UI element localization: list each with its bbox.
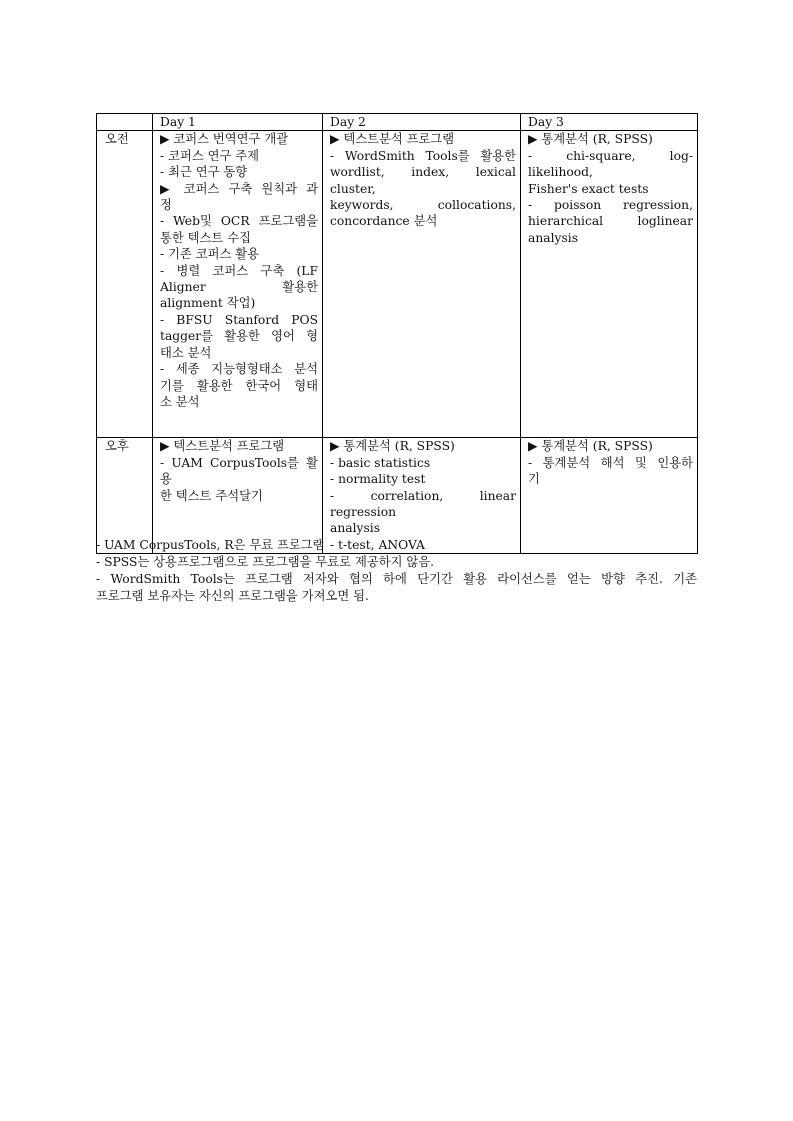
period-cell-afternoon: 오후 — [97, 438, 153, 554]
cell-line: - Web및 OCR 프로그램을 — [160, 214, 318, 229]
cell-morning-day2 — [323, 131, 521, 438]
header-cell-day3: Day 3 — [521, 114, 698, 131]
cell-line: ▶ 코퍼스 구축 원칙과 과 — [160, 181, 318, 196]
cell-line: Fisher's exact tests — [528, 181, 649, 196]
cell-line: ▶ 통계분석 (R, SPSS) — [528, 439, 653, 454]
cell-line: 소 분석 — [160, 394, 200, 409]
cell-line: ▶ 텍스트분석 프로그램 — [330, 132, 455, 147]
table-row-morning — [97, 131, 698, 438]
note-bring-own-program: 프로그램 보유자는 자신의 프로그램을 가져오면 됨. — [96, 589, 369, 603]
cell-line: 한 텍스트 주석달기 — [160, 488, 263, 503]
cell-line: 태소 분석 — [160, 345, 212, 360]
cell-line: - 최근 연구 동향 — [160, 165, 248, 180]
cell-line: - basic statistics — [330, 455, 431, 470]
cell-line: - UAM CorpusTools를 활용 — [160, 455, 318, 487]
notes-section — [96, 537, 697, 605]
cell-line: ▶ 통계분석 (R, SPSS) — [330, 439, 455, 454]
table-header-row — [97, 114, 698, 131]
note-free-programs: - UAM CorpusTools, R은 무료 프로그램 — [96, 538, 325, 552]
cell-line: - t-test, ANOVA — [330, 537, 425, 552]
cell-line: - 병렬 코퍼스 구축 (LF — [160, 263, 318, 278]
cell-line: - correlation, linear regression — [330, 488, 516, 520]
cell-line: - chi-square, log-likelihood, — [528, 148, 693, 180]
header-cell-day1: Day 1 — [153, 114, 323, 131]
cell-morning-day1 — [153, 131, 323, 438]
cell-line: wordlist, index, lexical cluster, — [330, 165, 516, 196]
cell-line: - BFSU Stanford POS — [160, 312, 318, 327]
cell-line: hierarchical loglinear — [528, 214, 693, 229]
period-cell-morning: 오전 — [97, 131, 153, 438]
cell-line: keywords, collocations, — [330, 198, 516, 213]
cell-line: - 통계분석 해석 및 인용하 — [528, 455, 693, 470]
cell-line: alignment 작업) — [160, 296, 256, 311]
cell-line: ▶ 코퍼스 번역연구 개괄 — [160, 132, 289, 147]
cell-line: Aligner 활용한 — [160, 280, 318, 295]
cell-line: analysis — [330, 521, 381, 536]
cell-line: - normality test — [330, 472, 426, 487]
cell-line: 정 — [160, 198, 172, 213]
cell-morning-day3 — [521, 131, 698, 438]
cell-line: - 세종 지능형형태소 분석 — [160, 362, 318, 377]
cell-line: tagger를 활용한 영어 형 — [160, 329, 318, 344]
cell-line: 기를 활용한 한국어 형태 — [160, 378, 318, 393]
cell-line: - 코퍼스 연구 주제 — [160, 148, 260, 163]
cell-line: 통한 텍스트 수집 — [160, 230, 251, 245]
cell-line: ▶ 텍스트분석 프로그램 — [160, 439, 285, 454]
cell-line: - 기존 코퍼스 활용 — [160, 247, 260, 262]
cell-line: analysis — [528, 230, 579, 245]
note-wordsmith: - WordSmith Tools는 프로그램 저자와 협의 하에 단기간 활용 라이선스를 얻는 방향 추진. 기존 — [96, 572, 697, 586]
cell-line: - poisson regression, — [528, 198, 693, 213]
header-cell-period — [97, 114, 153, 131]
cell-line: - WordSmith Tools를 활용한 — [330, 148, 516, 163]
cell-line: 기 — [528, 472, 540, 487]
note-spss: - SPSS는 상용프로그램으로 프로그램을 무료로 제공하지 않음. — [96, 555, 435, 569]
schedule-table — [96, 113, 698, 554]
header-cell-day2: Day 2 — [323, 114, 521, 131]
cell-line: ▶ 통계분석 (R, SPSS) — [528, 132, 653, 147]
cell-line: concordance 분석 — [330, 214, 438, 229]
